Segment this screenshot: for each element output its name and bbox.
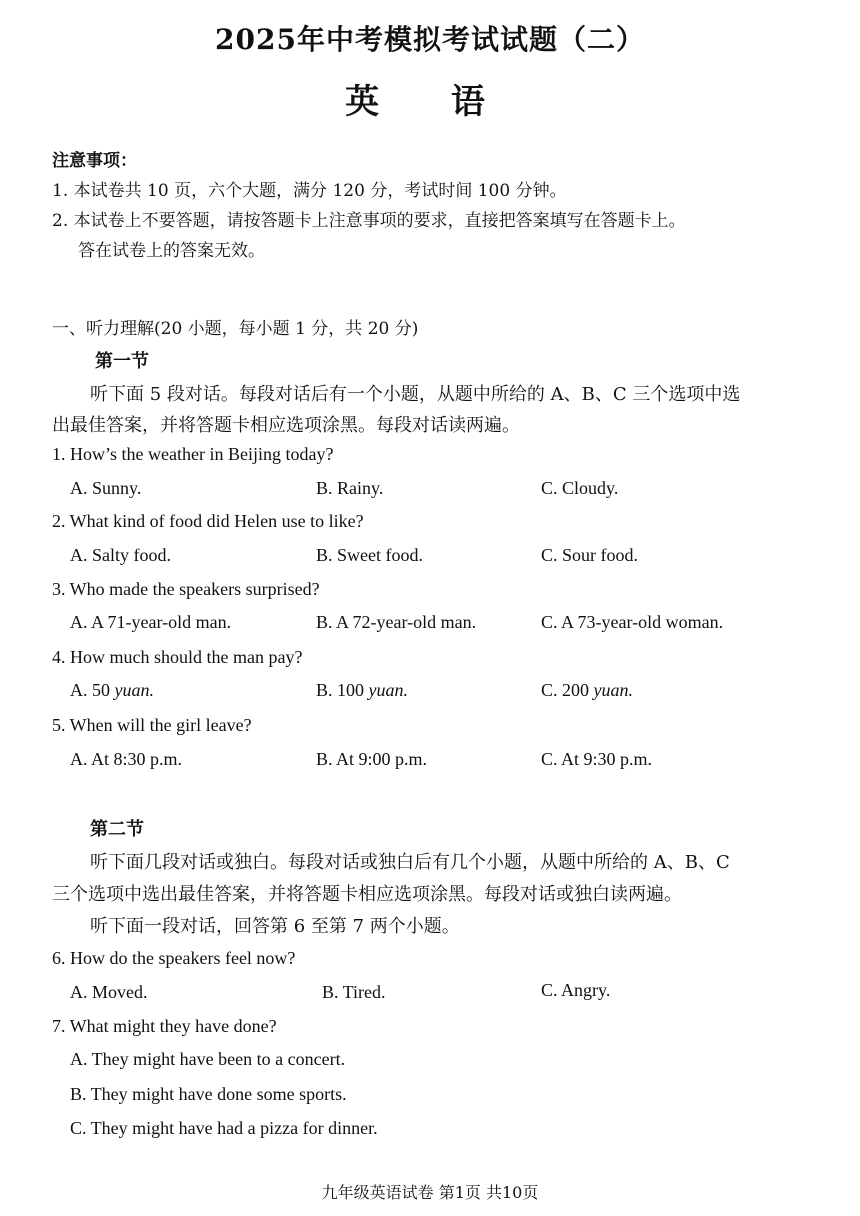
question-4: 4. How much should the man pay? [52,647,303,667]
q6-option-a: A. Moved. [70,982,148,1002]
question-2: 2. What kind of food did Helen use to like? [52,511,364,531]
section1-heading: 一、听力理解(20 小题，每小题 1 分，共 20 分) [52,319,419,339]
q2-option-b: B. Sweet food. [316,545,423,565]
q4-option-a-unit: yuan. [114,680,154,700]
question-1: 1. How’s the weather in Beijing today? [52,444,334,464]
part1-heading: 第一节 [95,351,149,372]
q4-option-b-unit: yuan. [368,680,409,700]
q4-option-c-unit: yuan. [593,680,634,700]
q6-option-b: B. Tired. [322,982,386,1002]
part2-heading: 第二节 [90,819,144,840]
q3-option-b: B. A 72-year-old man. [316,612,477,632]
q2-option-c: C. Sour food. [541,545,639,565]
question-5: 5. When will the girl leave? [52,715,252,735]
q3-option-a: A. A 71-year-old man. [70,612,232,632]
q5-option-a: A. At 8:30 p.m. [70,749,183,769]
q4-option-c [541,680,633,701]
part2-instructions-2: 三个选项中选出最佳答案，并将答题卡相应选项涂黑。每段对话或独白读两遍。 [52,884,682,905]
notice-item-2: 2. 本试卷上不要答题，请按答题卡上注意事项的要求，直接把答案填写在答题卡上。 [52,211,686,231]
part1-instructions-2: 出最佳答案，并将答题卡相应选项涂黑。每段对话读两遍。 [52,415,520,436]
q7-option-c: C. They might have had a pizza for dinner. [70,1118,378,1138]
part2-instructions-1: 听下面几段对话或独白。每段对话或独白后有几个小题，从题中所给的 A、B、C [90,852,730,873]
q1-option-c: C. Cloudy. [541,478,619,498]
q4-option-a [70,680,154,701]
q7-option-a: A. They might have been to a concert. [70,1049,346,1069]
q6-option-c: C. Angry. [541,980,611,1000]
q1-option-a: A. Sunny. [70,478,142,498]
q4-option-b-amount: B. 100 [316,680,365,700]
question-6: 6. How do the speakers feel now? [52,948,296,968]
page-footer: 九年级英语试卷 第1页 共10页 [321,1183,539,1202]
part1-instructions-1: 听下面 5 段对话。每段对话后有一个小题，从题中所给的 A、B、C 三个选项中选 [90,384,741,405]
q2-option-a: A. Salty food. [70,545,171,565]
exam-title: 2025年中考模拟考试试题（二） [215,23,645,56]
question-3: 3. Who made the speakers surprised? [52,579,320,599]
q5-option-c: C. At 9:30 p.m. [541,749,653,769]
notice-item-2-cont: 答在试卷上的答案无效。 [78,241,265,261]
q3-option-c: C. A 73-year-old woman. [541,612,724,632]
q4-option-a-amount: A. 50 [70,680,110,700]
q4-option-c-amount: C. 200 [541,680,590,700]
q5-option-b: B. At 9:00 p.m. [316,749,428,769]
q7-option-b: B. They might have done some sports. [70,1084,347,1104]
question-7: 7. What might they have done? [52,1016,277,1036]
notice-heading: 注意事项： [52,151,137,171]
q4-option-b [316,680,408,701]
q1-option-b: B. Rainy. [316,478,384,498]
part2-instructions-3: 听下面一段对话，回答第 6 至第 7 两个小题。 [90,916,460,937]
subject-title: 英 语 [345,82,515,122]
notice-item-1: 1. 本试卷共 10 页，六个大题，满分 120 分，考试时间 100 分钟。 [52,181,567,201]
